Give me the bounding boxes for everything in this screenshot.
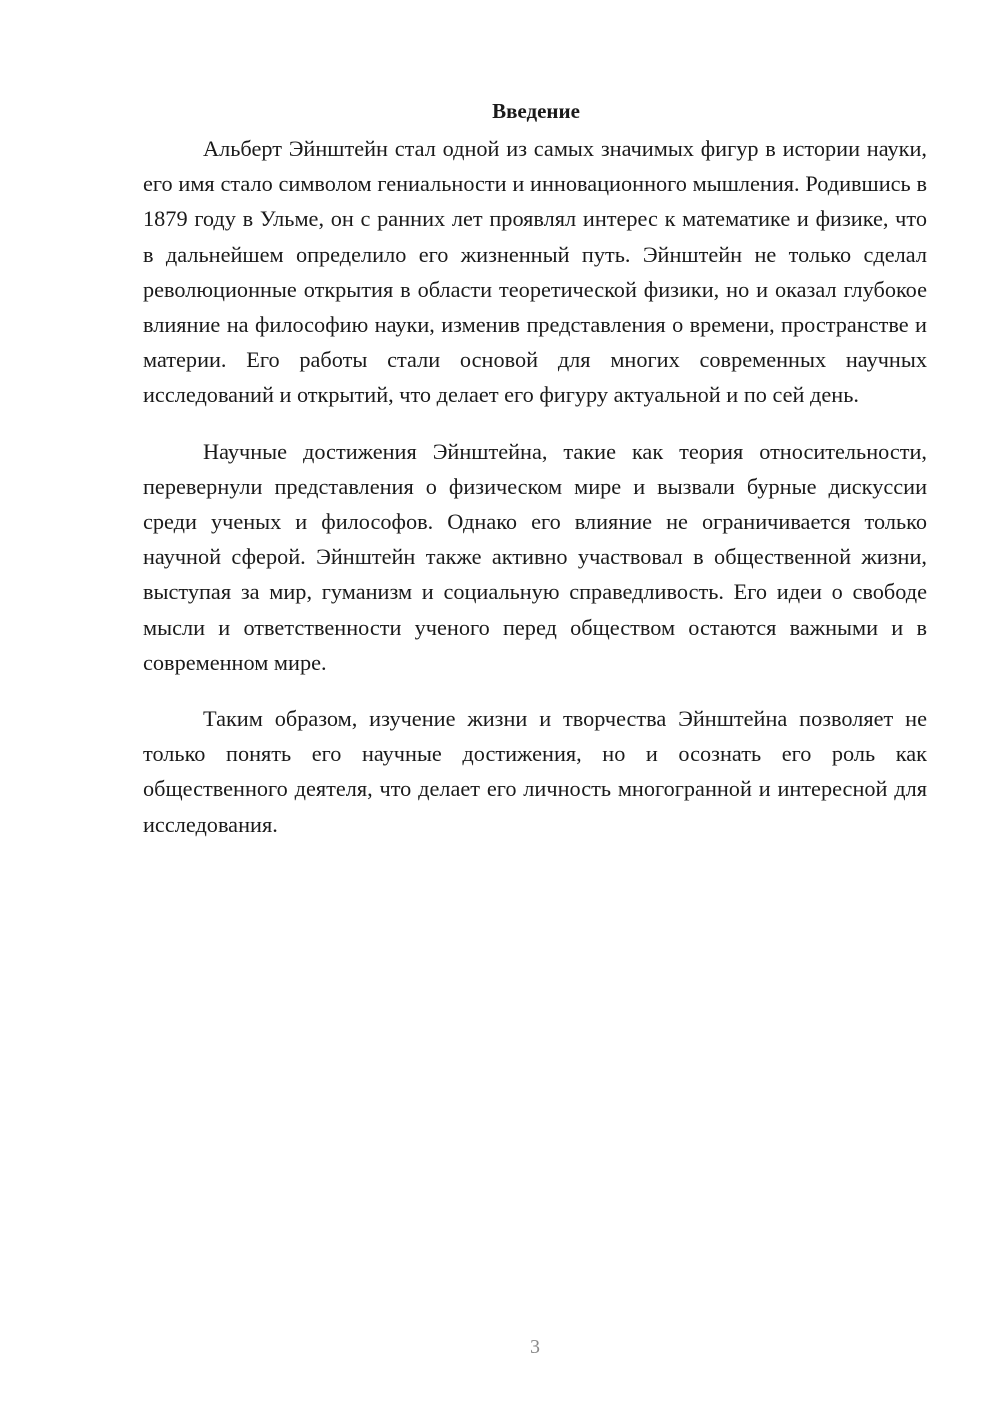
paragraph-3: Таким образом, изучение жизни и творчества Эйнштейна позволяет не только понять его научные достижения, но и осознать его роль как общественного деятеля, что делает его личность многогранной и интересной для исследования. (143, 706, 927, 837)
section-title: Введение (492, 99, 580, 123)
paragraph-2: Научные достижения Эйнштейна, такие как теория относительности, перевернули представления о физическом мире и вызвали бурные дискуссии среди ученых и философов. Однако его влияние не ограничивается только научной сферой. Эйнштейн также активно участвовал в общественной жизни, выступая за мир, гуманизм и социальную справедливость. Его идеи о свободе мысли и ответственности ученого перед обществом остаются важными и в современном мире. (143, 438, 927, 675)
paragraph-1: Альберт Эйнштейн стал одной из самых значимых фигур в истории науки, его имя стало символом гениальности и инновационного мышления. Родившись в 1879 году в Ульме, он с ранних лет проявлял интерес к математике и физике, что в дальнейшем определило его жизненный путь. Эйнштейн не только сделал революционные открытия в области теоретической физики, но и оказал глубокое влияние на философию науки, изменив представления о времени, пространстве и материи. Его работы стали основой для многих современных научных исследований и открытий, что делает его фигуру актуальной и по сей день. (143, 136, 927, 408)
page-content (143, 96, 927, 842)
page-number: 3 (530, 1336, 540, 1358)
